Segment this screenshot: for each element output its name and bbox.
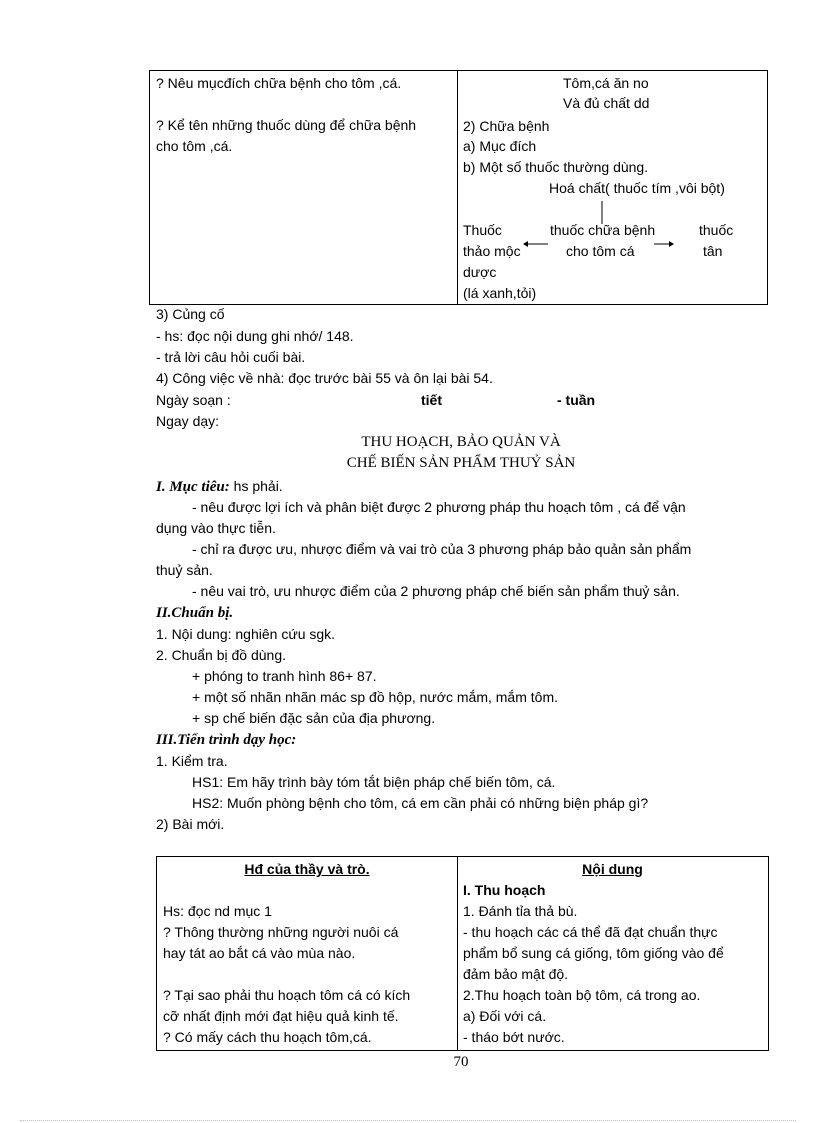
right-line-7: - tháo bớt nước. [463,1029,565,1045]
chuan-bi-sub-3: + sp chế biến đặc sản của địa phương. [192,710,436,726]
diagram-center-2: cho tôm cá [566,243,635,259]
tien-trinh-heading: III.Tiến trình dạy học: [156,732,297,748]
left-line-4: ? Tại sao phải thu hoạch tôm cá có kích [163,987,411,1003]
chuan-bi-line-1: 1. Nội dung: nghiên cứu sgk. [156,626,336,642]
bai-moi: 2) Bài mới. [156,816,225,832]
muc-tieu-line-5: - nêu vai trò, ưu nhược điểm của 2 phương pháp chế biến sản phẩm thuỷ sản. [192,583,680,599]
left-line-5: cỡ nhất định mới đạt hiệu quả kinh tế. [163,1008,399,1024]
diagram-arrows [150,71,767,304]
left-line-3: hay tát ao bắt cá vào mùa nào. [163,945,356,961]
tiet-label: tiết [421,392,442,408]
diagram-right-1: thuốc [699,222,734,238]
hs2-question: HS2: Muốn phòng bệnh cho tôm, cá em cần phải có những biện pháp gì? [192,795,649,811]
kiem-tra: 1. Kiểm tra. [156,753,228,769]
ngay-day: Ngay dạy: [156,413,220,429]
muc-tieu-line-4: thuỷ sản. [156,562,213,578]
heading-chua-benh: 2) Chữa bệnh [463,118,550,134]
chuan-bi-heading: II.Chuẩn bị. [156,605,234,621]
arrow-right-head [669,241,674,247]
muc-tieu-line-3: - chỉ ra được ưu, nhược điểm và vai trò của 3 phương pháp bảo quản sản phẩm [192,541,692,557]
right-line-5: 2.Thu hoạch toàn bộ tôm, cá trong ao. [463,987,701,1003]
cung-co-item-2: - trả lời câu hỏi cuối bài. [156,349,306,365]
chuan-bi-sub-1: + phóng to tranh hình 86+ 87. [192,668,377,684]
page-number: 70 [453,1054,469,1070]
diagram-left-4: (lá xanh,tỏi) [463,285,537,301]
lesson-title-1: THU HOẠCH, BẢO QUẢN VÀ [361,434,561,450]
right-line-6: a) Đối với cá. [463,1008,547,1024]
lesson-title-2: CHẾ BIẾN SẢN PHẨM THUỶ SẢN [346,455,576,471]
question-medicines-1: ? Kể tên những thuốc dùng để chữa bệnh [156,117,417,133]
table-top [149,70,768,305]
diagram-left-2: thảo mộc [463,243,521,259]
question-purpose: ? Nêu mụcđích chữa bệnh cho tôm ,cá. [156,75,402,91]
left-line-6: ? Có mấy cách thu hoạch tôm,cá. [163,1029,372,1045]
muc-tieu-line-1: - nêu được lợi ích và phân biệt được 2 phương pháp thu hoạch tôm , cá để vận [192,499,686,515]
muc-tieu-heading: I. Mục tiêu: [156,479,230,495]
right-top-1: Tôm,cá ăn no [563,75,649,91]
mot-so-thuoc: b) Một số thuốc thường dùng. [463,159,649,175]
tuan-label: - tuần [557,392,596,408]
muc-tieu-line-2: dụng vào thực tiễn. [156,520,276,536]
muc-tieu-lead: hs phải. [229,478,283,494]
header-noi-dung: Nội dung [582,861,643,877]
cung-co-item-1: - hs: đọc nội dung ghi nhớ/ 148. [156,328,354,344]
diagram-top: Hoá chất( thuốc tím ,vôi bột) [549,180,725,196]
hs1-question: HS1: Em hãy trình bày tóm tắt biện pháp chế biến tôm, cá. [192,774,556,790]
left-line-2: ? Thông thường những người nuôi cá [163,924,399,940]
right-line-2: - thu hoạch các cá thể đã đạt chuẩn thực [463,924,718,940]
table-lesson [156,856,769,1051]
section-cong-viec: 4) Công việc về nhà: đọc trước bài 55 và ôn lại bài 54. [156,370,493,386]
table-divider [457,857,458,1050]
muc-dich: a) Mục đích [463,138,537,154]
arrow-left-head [523,241,528,247]
ngay-soan: Ngày soạn : [156,392,231,408]
diagram-left-1: Thuốc [463,222,502,238]
right-top-2: Và đủ chất dd [563,95,650,111]
diagram-left-3: dược [463,264,497,280]
thu-hoach-heading: I. Thu hoạch [463,882,546,898]
right-line-4: đảm bảo mật độ. [463,966,569,982]
chuan-bi-line-2: 2. Chuẩn bị đồ dùng. [156,647,286,663]
left-line-1: Hs: đọc nd mục 1 [163,903,272,919]
page-bottom-rule [20,1120,796,1121]
section-cung-co: 3) Củng cố [156,306,225,322]
right-line-1: 1. Đánh tỉa thả bù. [463,903,578,919]
chuan-bi-sub-2: + một số nhãn nhãn mác sp đồ hộp, nước mắm, mắm tôm. [192,689,558,705]
diagram-center-1: thuốc chữa bệnh [550,222,656,238]
right-line-3: phẩm bổ sung cá giống, tôm giống vào để [463,945,724,961]
header-hoat-dong: Hđ của thầy và trò. [244,861,370,877]
muc-tieu-row [156,478,283,496]
question-medicines-2: cho tôm ,cá. [156,138,233,154]
diagram-right-2: tân [703,243,723,259]
